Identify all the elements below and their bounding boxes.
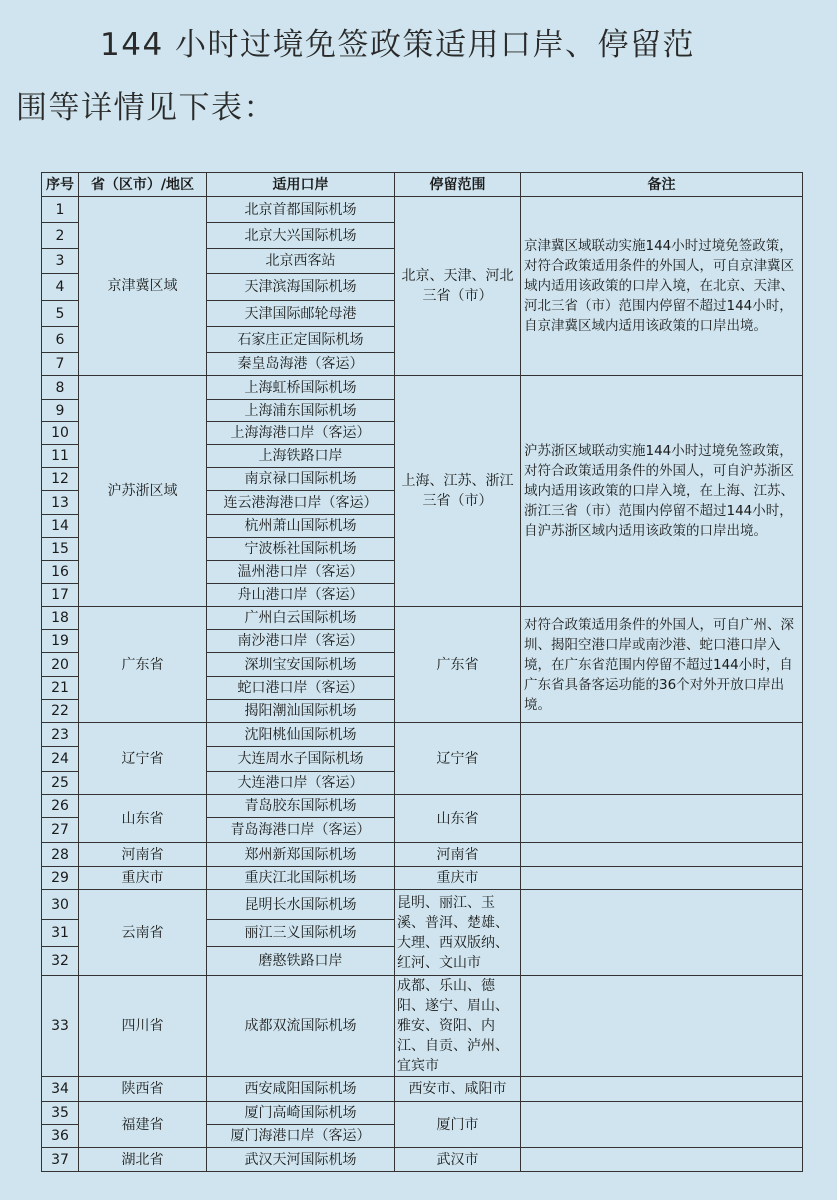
row-index: 21 — [42, 677, 79, 700]
row-index: 4 — [42, 274, 79, 301]
port-cell: 南沙港口岸（客运） — [207, 630, 395, 653]
stay-range-cell: 辽宁省 — [395, 723, 521, 795]
port-cell: 厦门海港口岸（客运） — [207, 1125, 395, 1148]
table-row — [42, 1148, 803, 1172]
region-cell: 山东省 — [79, 795, 207, 843]
stay-range-cell: 山东省 — [395, 795, 521, 843]
row-index: 30 — [42, 890, 79, 920]
stay-range-cell: 北京、天津、河北三省（市） — [395, 197, 521, 376]
row-index: 10 — [42, 422, 79, 445]
remarks-cell — [521, 1148, 803, 1172]
port-cell: 杭州萧山国际机场 — [207, 515, 395, 538]
table-header-row — [42, 173, 803, 197]
remarks-cell — [521, 867, 803, 890]
table-row — [42, 867, 803, 890]
table-row — [42, 197, 803, 223]
table-body — [42, 197, 803, 1172]
region-cell: 湖北省 — [79, 1148, 207, 1172]
port-cell: 连云港海港口岸（客运） — [207, 491, 395, 515]
remarks-cell — [521, 843, 803, 867]
row-index: 34 — [42, 1077, 79, 1102]
intro-line-1: 144 小时过境免签政策适用口岸、停留范 — [100, 27, 696, 63]
stay-range-cell: 重庆市 — [395, 867, 521, 890]
header-remarks: 备注 — [521, 173, 803, 197]
header-region: 省（区市）/地区 — [79, 173, 207, 197]
row-index: 17 — [42, 584, 79, 607]
row-index: 32 — [42, 947, 79, 976]
row-index: 12 — [42, 468, 79, 491]
row-index: 37 — [42, 1148, 79, 1172]
table-row — [42, 723, 803, 747]
stay-range-cell: 成都、乐山、德阳、遂宁、眉山、雅安、资阳、内江、自贡、泸州、宜宾市 — [395, 976, 521, 1077]
row-index: 23 — [42, 723, 79, 747]
region-cell: 福建省 — [79, 1102, 207, 1148]
row-index: 13 — [42, 491, 79, 515]
row-index: 31 — [42, 920, 79, 947]
row-index: 8 — [42, 376, 79, 400]
port-cell: 南京禄口国际机场 — [207, 468, 395, 491]
port-cell: 青岛胶东国际机场 — [207, 795, 395, 818]
stay-range-cell: 西安市、咸阳市 — [395, 1077, 521, 1102]
port-cell: 上海浦东国际机场 — [207, 400, 395, 422]
region-cell: 陕西省 — [79, 1077, 207, 1102]
table-row — [42, 890, 803, 920]
port-cell: 揭阳潮汕国际机场 — [207, 700, 395, 723]
row-index: 29 — [42, 867, 79, 890]
region-cell: 四川省 — [79, 976, 207, 1077]
port-cell: 北京大兴国际机场 — [207, 223, 395, 249]
row-index: 33 — [42, 976, 79, 1077]
header-port: 适用口岸 — [207, 173, 395, 197]
region-cell: 重庆市 — [79, 867, 207, 890]
row-index: 1 — [42, 197, 79, 223]
port-cell: 温州港口岸（客运） — [207, 561, 395, 584]
region-cell: 广东省 — [79, 607, 207, 723]
intro-paragraph — [16, 14, 836, 140]
region-cell: 京津冀区域 — [79, 197, 207, 376]
stay-range-cell: 武汉市 — [395, 1148, 521, 1172]
stay-range-cell: 河南省 — [395, 843, 521, 867]
header-index: 序号 — [42, 173, 79, 197]
port-cell: 北京首都国际机场 — [207, 197, 395, 223]
port-cell: 石家庄正定国际机场 — [207, 327, 395, 353]
row-index: 16 — [42, 561, 79, 584]
port-cell: 郑州新郑国际机场 — [207, 843, 395, 867]
stay-range-cell: 广东省 — [395, 607, 521, 723]
row-index: 35 — [42, 1102, 79, 1125]
row-index: 2 — [42, 223, 79, 249]
port-cell: 磨憨铁路口岸 — [207, 947, 395, 976]
row-index: 3 — [42, 249, 79, 274]
remarks-cell — [521, 976, 803, 1077]
port-cell: 武汉天河国际机场 — [207, 1148, 395, 1172]
remarks-cell: 京津冀区域联动实施144小时过境免签政策，对符合政策适用条件的外国人，可自京津冀区域内适用该政策的口岸入境，在北京、天津、河北三省（市）范围内停留不超过144小时，自京津冀区域内适用该政策的口岸出境。 — [521, 197, 803, 376]
row-index: 9 — [42, 400, 79, 422]
intro-line-2: 围等详情见下表： — [16, 90, 276, 126]
row-index: 15 — [42, 538, 79, 561]
row-index: 6 — [42, 327, 79, 353]
port-cell: 昆明长水国际机场 — [207, 890, 395, 920]
remarks-cell — [521, 723, 803, 795]
stay-range-cell: 上海、江苏、浙江三省（市） — [395, 376, 521, 607]
region-cell: 辽宁省 — [79, 723, 207, 795]
table-row — [42, 376, 803, 400]
table-row — [42, 1102, 803, 1125]
table-row — [42, 843, 803, 867]
table-row — [42, 795, 803, 818]
row-index: 11 — [42, 445, 79, 468]
port-cell: 天津国际邮轮母港 — [207, 301, 395, 327]
row-index: 27 — [42, 818, 79, 843]
row-index: 25 — [42, 772, 79, 795]
port-cell: 上海海港口岸（客运） — [207, 422, 395, 445]
visa-free-ports-table — [41, 172, 803, 1172]
port-cell: 深圳宝安国际机场 — [207, 653, 395, 677]
remarks-cell — [521, 1077, 803, 1102]
port-cell: 舟山港口岸（客运） — [207, 584, 395, 607]
port-cell: 天津滨海国际机场 — [207, 274, 395, 301]
port-cell: 上海虹桥国际机场 — [207, 376, 395, 400]
remarks-cell: 对符合政策适用条件的外国人，可自广州、深圳、揭阳空港口岸或南沙港、蛇口港口岸入境，在广东省范围内停留不超过144小时，自广东省具备客运功能的36个对外开放口岸出境。 — [521, 607, 803, 723]
row-index: 26 — [42, 795, 79, 818]
stay-range-cell: 厦门市 — [395, 1102, 521, 1148]
port-cell: 蛇口港口岸（客运） — [207, 677, 395, 700]
row-index: 24 — [42, 747, 79, 772]
port-cell: 沈阳桃仙国际机场 — [207, 723, 395, 747]
table-row — [42, 976, 803, 1077]
port-cell: 秦皇岛海港（客运） — [207, 353, 395, 376]
remarks-cell — [521, 795, 803, 843]
port-cell: 大连港口岸（客运） — [207, 772, 395, 795]
remarks-cell — [521, 1102, 803, 1148]
port-cell: 厦门高崎国际机场 — [207, 1102, 395, 1125]
row-index: 20 — [42, 653, 79, 677]
port-cell: 西安咸阳国际机场 — [207, 1077, 395, 1102]
port-cell: 大连周水子国际机场 — [207, 747, 395, 772]
row-index: 28 — [42, 843, 79, 867]
table-row — [42, 607, 803, 630]
port-cell: 广州白云国际机场 — [207, 607, 395, 630]
row-index: 36 — [42, 1125, 79, 1148]
region-cell: 河南省 — [79, 843, 207, 867]
row-index: 22 — [42, 700, 79, 723]
port-cell: 宁波栎社国际机场 — [207, 538, 395, 561]
port-cell: 青岛海港口岸（客运） — [207, 818, 395, 843]
header-stay-range: 停留范围 — [395, 173, 521, 197]
row-index: 14 — [42, 515, 79, 538]
remarks-cell — [521, 890, 803, 976]
remarks-cell: 沪苏浙区域联动实施144小时过境免签政策，对符合政策适用条件的外国人，可自沪苏浙区域内适用该政策的口岸入境，在上海、江苏、浙江三省（市）范围内停留不超过144小时，自沪苏浙区域内适用该政策的口岸出境。 — [521, 376, 803, 607]
row-index: 19 — [42, 630, 79, 653]
stay-range-cell: 昆明、丽江、玉溪、普洱、楚雄、大理、西双版纳、红河、文山市 — [395, 890, 521, 976]
row-index: 18 — [42, 607, 79, 630]
row-index: 7 — [42, 353, 79, 376]
port-cell: 重庆江北国际机场 — [207, 867, 395, 890]
port-cell: 丽江三义国际机场 — [207, 920, 395, 947]
region-cell: 沪苏浙区域 — [79, 376, 207, 607]
table-row — [42, 1077, 803, 1102]
row-index: 5 — [42, 301, 79, 327]
region-cell: 云南省 — [79, 890, 207, 976]
port-cell: 北京西客站 — [207, 249, 395, 274]
port-cell: 上海铁路口岸 — [207, 445, 395, 468]
port-cell: 成都双流国际机场 — [207, 976, 395, 1077]
